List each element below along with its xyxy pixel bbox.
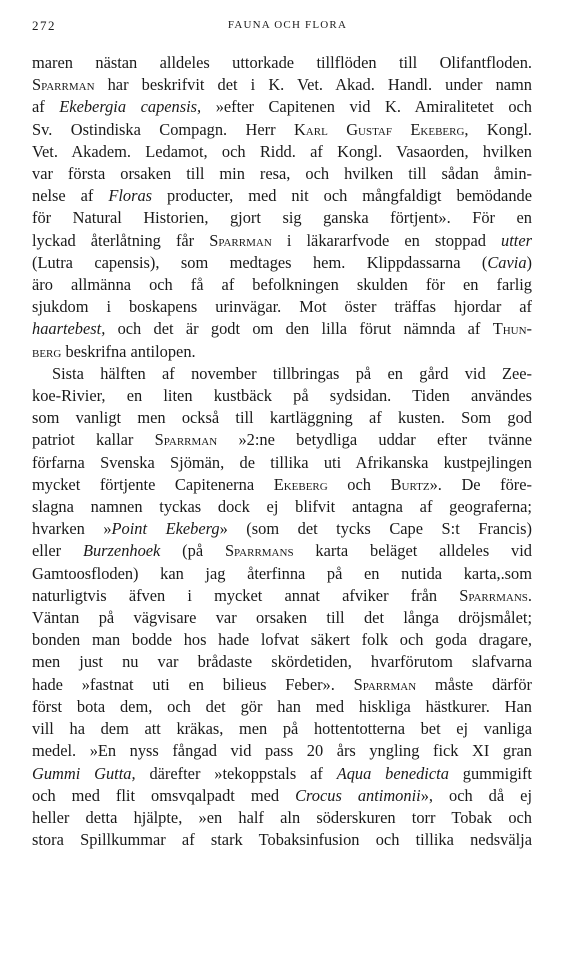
text-line (32, 518, 532, 540)
text-run: (på (160, 541, 225, 561)
italic-term: Ekebergia capensis, (59, 97, 202, 117)
text-line (32, 252, 532, 274)
text-line (32, 407, 532, 429)
text-run: hade »fastnat uti en bilieus Feber». (32, 674, 354, 694)
name-small-caps: Thun- (492, 319, 532, 339)
text-run: vill ha dem att kräkas, men på hottentotterna bet ej vanliga (32, 719, 532, 739)
italic-term: Aqua benedicta (336, 763, 449, 783)
text-run: Gamtoosfloden) kan jag återfinna på en nutida karta,.som (32, 563, 532, 583)
name-small-caps: Sparrman (32, 75, 95, 95)
text-line (32, 141, 532, 163)
italic-term: Gummi Gutta, (32, 763, 136, 783)
text-run: lyckad återlåtning får (32, 230, 210, 250)
text-run: af (32, 97, 60, 117)
body-text (32, 52, 532, 851)
text-run: producter, med nit och mångfaldigt bemödande (152, 186, 532, 206)
text-line (32, 96, 532, 118)
text-line (32, 185, 532, 207)
text-run: koe-Rivier, en liten kustbäck på sydsidan. Tiden användes (32, 386, 532, 406)
text-run: naturligtvis äfven i mycket annat afviker från (32, 585, 460, 605)
text-run: för Natural Historien, gjort sig ganska förtjent». För en (32, 208, 532, 228)
text-line (32, 585, 532, 607)
text-run: ». De före- (429, 474, 532, 494)
running-head: FAUNA OCH FLORA (227, 19, 348, 31)
text-line (32, 363, 532, 385)
name-small-caps: Sparrman (209, 230, 272, 250)
text-run: nelse af (32, 186, 109, 206)
text-run: Väntan på vägvisare var orsaken till det långa dröjsmålet; (32, 608, 532, 628)
name-small-caps: Burtz (390, 474, 430, 494)
text-line (32, 318, 532, 340)
page-number: 272 (32, 18, 56, 33)
text-line (32, 540, 532, 562)
text-run: patriot kallar (32, 430, 155, 450)
text-run: eller (32, 541, 83, 561)
text-line (32, 274, 532, 296)
text-line (32, 296, 532, 318)
page-header (0, 18, 575, 38)
text-line (32, 474, 532, 496)
text-run: (Lutra capensis), som medtages hem. Klippdassarna ( (32, 252, 488, 272)
text-run: medel. »En nyss fångad vid pass 20 års yngling fick XI gran (32, 741, 532, 761)
italic-term: Crocus antimonii (295, 785, 421, 805)
text-run: bonden man bodde hos hade lofvat säkert folk och goda dragare, (32, 630, 532, 650)
text-run: »efter Capitenen vid K. Amiralitetet och (201, 97, 532, 117)
text-run: », och då ej (420, 785, 532, 805)
name-small-caps: Sparrmans (224, 541, 294, 561)
italic-term: Floras (108, 186, 153, 206)
text-run: i läkararfvode en stoppad (271, 230, 502, 250)
text-line (32, 207, 532, 229)
text-run: mycket förtjente Capitenerna (32, 474, 274, 494)
text-run: och det är godt om den lilla förut nämnda af (105, 319, 493, 339)
text-line (32, 718, 532, 740)
text-run: heller detta hjälpte, »en half aln söderskuren torr Tobak och (32, 807, 532, 827)
text-line (32, 607, 532, 629)
text-run: »2:ne betydliga uddar efter tvänne (217, 430, 532, 450)
text-run: måste därför (416, 674, 532, 694)
text-run: men just nu var brådaste skördetiden, hvarförutom slafvarna (32, 652, 532, 672)
italic-term: haartebest, (32, 319, 106, 339)
text-line (32, 740, 532, 762)
text-run: därefter »tekoppstals af (135, 763, 337, 783)
text-run: maren nästan alldeles uttorkade tillflöden till Olifantfloden. (32, 53, 532, 72)
text-line (32, 829, 532, 851)
text-run: gummigift (448, 763, 532, 783)
text-line (32, 341, 532, 363)
text-run: och med flit omsvqalpadt med (32, 785, 296, 805)
text-run: som vanligt men också till kartläggning af kusten. Som god (32, 408, 532, 428)
text-line (32, 385, 532, 407)
text-line (32, 74, 532, 96)
name-small-caps: Sparrmans (459, 585, 528, 605)
name-small-caps: Ekeberg (273, 474, 328, 494)
name-small-caps: Sparrman (154, 430, 218, 450)
text-run: » (som det tycks Cape S:t Francis) (219, 519, 532, 539)
text-run: hvarken » (32, 519, 112, 539)
text-line (32, 696, 532, 718)
text-run: beskrifna antilopen. (61, 341, 196, 361)
text-run: . (527, 585, 532, 605)
text-run: har beskrifvit det i K. Vet. Akad. Handl. under namn (94, 75, 532, 95)
text-run: Vet. Akadem. Ledamot, och Ridd. af Kongl. Vasaorden, hvilken (32, 141, 532, 161)
text-line (32, 674, 532, 696)
text-line (32, 119, 532, 141)
text-run: Sv. Ostindiska Compagn. Herr (32, 119, 294, 139)
text-run: förfarna Svenska Sjömän, de tillika uti Afrikanska kustpejlingen (32, 452, 532, 472)
text-run: karta beläget alldeles vid (293, 541, 532, 561)
text-line (32, 763, 532, 785)
text-run: slagna namnen tyckas dock ej blifvit antagna af geograferna; (32, 497, 532, 517)
text-line (32, 629, 532, 651)
text-run: ) (526, 252, 532, 272)
text-line (32, 452, 532, 474)
text-line (32, 651, 532, 673)
text-run: , Kongl. (464, 119, 532, 139)
text-run: stora Spillkummar af stark Tobaksinfusion och tillika nedsvälja (32, 830, 532, 850)
text-line (32, 429, 532, 451)
text-run: var första orsaken till min resa, och hvilken till sådan åmin- (32, 164, 532, 184)
text-line (32, 563, 532, 585)
text-line (32, 785, 532, 807)
text-run: sjukdom i boskapens urinvägar. Mot öster träffas hjordar af (32, 297, 532, 317)
italic-term: Cavia (487, 252, 527, 272)
name-small-caps: Karl Gustaf Ekeberg (293, 119, 465, 139)
text-line (32, 163, 532, 185)
text-run: först bota dem, och det gör han med hiskliga hästkurer. Han (32, 696, 532, 716)
text-run: äro allmänna och få af befolkningen skulden för en farlig (32, 275, 532, 295)
name-small-caps: berg (32, 341, 62, 361)
text-line (32, 230, 532, 252)
text-run: Sista hälften af november tillbringas på en gård vid Zee- (52, 363, 532, 383)
text-run: och (327, 474, 391, 494)
text-line (32, 807, 532, 829)
italic-term: utter (501, 230, 533, 250)
italic-term: Burzenhoek (82, 541, 161, 561)
text-line (32, 52, 532, 74)
text-line (32, 496, 532, 518)
name-small-caps: Sparrman (353, 674, 417, 694)
italic-term: Point Ekeberg (111, 519, 220, 539)
